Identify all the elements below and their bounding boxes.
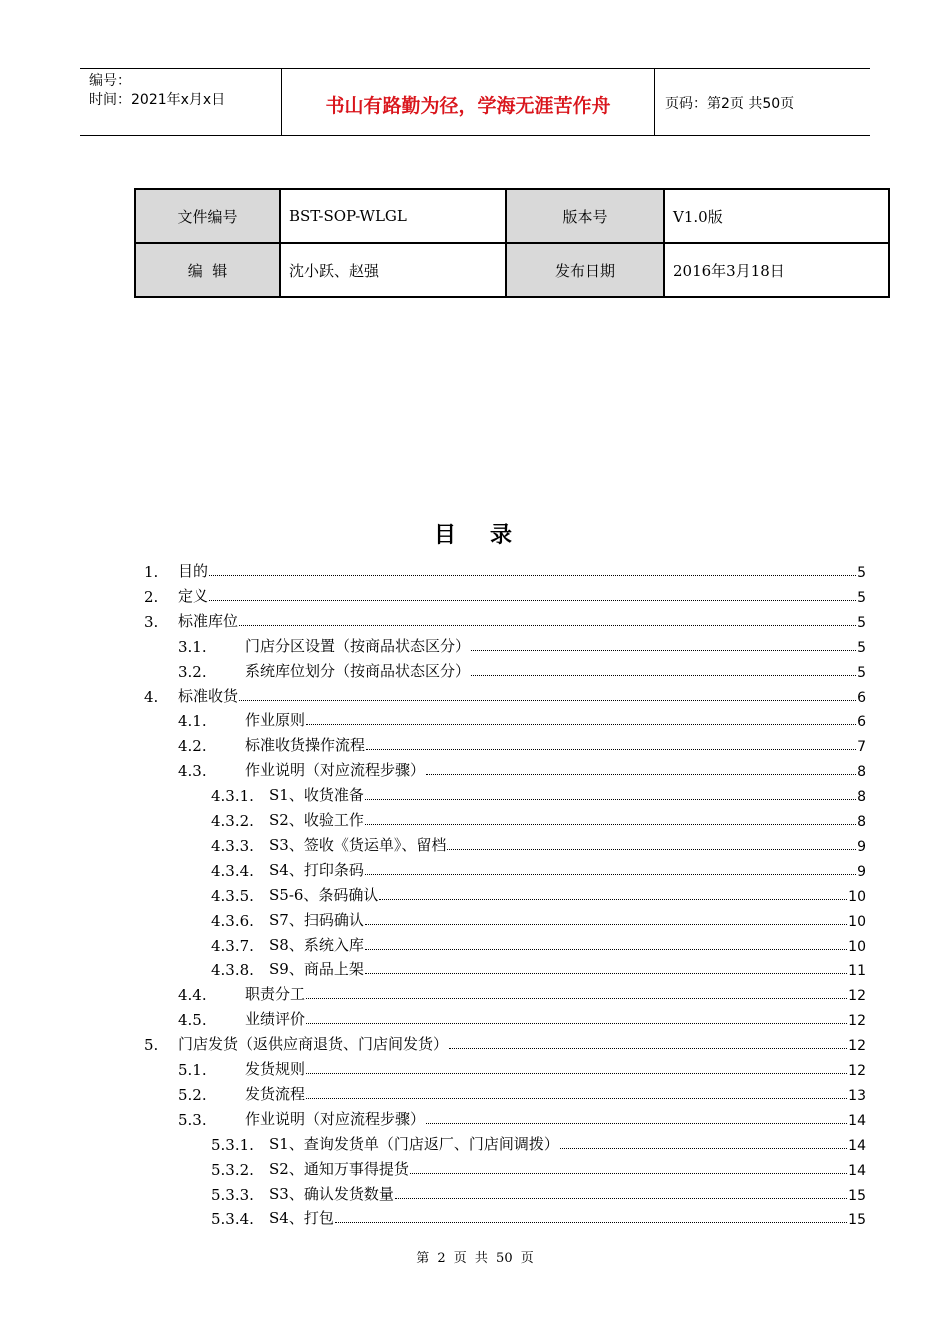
toc-entry-title: S7、扫码确认 — [269, 910, 364, 929]
toc-entry-number: 4.3.8. — [211, 961, 254, 980]
toc-entry-page: 11 — [848, 963, 866, 980]
toc-entry[interactable] — [178, 1054, 866, 1079]
toc-entry-page: 14 — [848, 1162, 866, 1179]
document-info-table — [134, 188, 890, 298]
toc-entry[interactable] — [144, 681, 866, 706]
toc-entry-page: 12 — [848, 988, 866, 1005]
toc-entry-number: 5. — [144, 1036, 159, 1055]
page-footer: 第 2 页 共 50 页 — [416, 1251, 534, 1266]
toc-entry-title: 作业说明（对应流程步骤） — [245, 1109, 426, 1128]
toc-entry-number: 1. — [144, 563, 159, 581]
toc-entry-page: 12 — [848, 1038, 866, 1055]
toc-entry-number: 3.1. — [178, 637, 207, 656]
toc-entry-page: 10 — [848, 888, 866, 905]
toc-entry[interactable] — [178, 631, 866, 656]
toc-entry-number: 5.2. — [178, 1085, 207, 1104]
toc-entry[interactable] — [211, 780, 866, 805]
toc-entry[interactable] — [178, 755, 866, 780]
toc-entry-number: 4.5. — [178, 1011, 207, 1030]
toc-entry[interactable] — [144, 556, 866, 581]
toc-entry-title: S2、收验工作 — [269, 811, 364, 829]
toc-leader-dots — [379, 899, 847, 900]
toc-leader-dots — [306, 1023, 847, 1024]
date-value: 2016年3月18日 — [664, 243, 889, 297]
toc-entry-number: 4.3.3. — [211, 836, 254, 855]
toc-entry[interactable] — [211, 855, 866, 880]
version-value: V1.0版 — [664, 189, 889, 243]
date-label: 发布日期 — [506, 243, 664, 297]
toc-leader-dots — [209, 575, 856, 576]
toc-entry-number: 5.3. — [178, 1110, 207, 1129]
toc-entry-title: S3、签收《货运单》、留档 — [269, 835, 447, 854]
toc-entry[interactable] — [178, 730, 866, 755]
toc-entry-title: S4、打包 — [269, 1209, 334, 1228]
toc-entry-number: 5.3.2. — [211, 1160, 254, 1179]
toc-title: 目录 — [433, 523, 546, 548]
toc-entry-title: 标准收货操作流程 — [245, 736, 366, 755]
toc-entry-title: 定义 — [178, 586, 209, 605]
toc-entry-title: 门店发货（返供应商退货、门店间发货） — [178, 1035, 449, 1054]
toc-entry-page: 5 — [857, 614, 866, 631]
toc-leader-dots — [365, 824, 856, 825]
toc-entry-title: 系统库位划分（按商品状态区分） — [245, 661, 471, 680]
toc-entry-page: 10 — [848, 913, 866, 930]
file-no-label: 文件编号 — [135, 189, 280, 243]
toc-entry-title: S8、系统入库 — [269, 935, 364, 954]
editor-label: 编 辑 — [135, 243, 280, 297]
toc-entry-number: 4.3.4. — [211, 861, 254, 880]
toc-entry-number: 4. — [144, 687, 159, 706]
toc-entry-page: 9 — [857, 838, 866, 855]
toc-entry-title: 标准收货 — [178, 686, 239, 705]
toc-entry-page: 14 — [848, 1137, 866, 1154]
toc-entry-title: 发货流程 — [245, 1084, 306, 1103]
file-no-value: BST-SOP-WLGL — [280, 189, 506, 243]
toc-entry-page: 9 — [857, 863, 866, 880]
toc-leader-dots — [239, 700, 856, 701]
toc-leader-dots — [239, 625, 856, 626]
toc-entry-page: 5 — [857, 589, 866, 606]
toc-entry-page: 8 — [857, 814, 866, 830]
version-label: 版本号 — [506, 189, 664, 243]
toc-entry-title: 作业说明（对应流程步骤） — [245, 761, 426, 780]
toc-leader-dots — [365, 973, 847, 974]
toc-entry-page: 10 — [848, 938, 866, 955]
toc-entry-page: 6 — [857, 689, 866, 706]
toc-leader-dots — [560, 1148, 847, 1149]
toc-entry-title: S2、通知万事得提货 — [269, 1159, 409, 1178]
toc-entry[interactable] — [211, 1179, 866, 1204]
toc-entry[interactable] — [178, 1004, 866, 1029]
toc-leader-dots — [449, 1048, 847, 1049]
toc-leader-dots — [306, 1073, 847, 1074]
toc-entry[interactable] — [144, 581, 866, 606]
number-label: 编号： — [89, 73, 131, 89]
toc-entry-title: S9、商品上架 — [269, 960, 364, 979]
toc-entry-number: 4.3.1. — [211, 787, 254, 806]
toc-entry-number: 2. — [144, 587, 159, 606]
toc-entry-page: 7 — [857, 739, 866, 756]
toc-leader-dots — [366, 749, 856, 750]
time-label: 时间：2021年x月x日 — [89, 92, 226, 108]
toc-entry-page: 14 — [848, 1112, 866, 1129]
toc-entry-page: 8 — [857, 764, 866, 781]
toc-entry[interactable] — [178, 979, 866, 1004]
toc-entry[interactable] — [178, 1079, 866, 1104]
toc-entry[interactable] — [211, 1203, 866, 1228]
toc-entry-number: 5.3.1. — [211, 1135, 254, 1154]
toc-entry-title: 目的 — [178, 562, 209, 580]
toc-leader-dots — [306, 1098, 847, 1099]
toc-leader-dots — [365, 949, 847, 950]
toc-entry[interactable] — [144, 1029, 866, 1054]
toc-entry-page: 12 — [848, 1063, 866, 1079]
toc-entry-title: 职责分工 — [245, 985, 306, 1004]
toc-entry-number: 4.3.7. — [211, 936, 254, 955]
toc-entry-number: 4.3.6. — [211, 911, 254, 930]
toc-leader-dots — [471, 650, 856, 651]
toc-entry[interactable] — [211, 954, 866, 979]
toc-entry-number: 5.1. — [178, 1061, 207, 1079]
toc-entry[interactable] — [211, 905, 866, 930]
toc-entry-page: 15 — [848, 1187, 866, 1204]
toc-entry-title: 门店分区设置（按商品状态区分） — [245, 636, 471, 655]
toc-leader-dots — [209, 600, 856, 601]
toc-entry[interactable] — [211, 930, 866, 955]
toc-entry-page: 8 — [857, 789, 866, 806]
toc-entry[interactable] — [211, 805, 866, 830]
toc-entry[interactable] — [211, 880, 866, 905]
toc-entry-title: S1、查询发货单（门店返厂、门店间调拨） — [269, 1134, 559, 1153]
toc-leader-dots — [365, 874, 856, 875]
toc-leader-dots — [365, 924, 847, 925]
toc-entry[interactable] — [178, 1104, 866, 1129]
toc-entry-number: 4.1. — [178, 712, 207, 731]
toc-leader-dots — [410, 1173, 847, 1174]
header-meta — [80, 69, 282, 135]
toc-entry[interactable] — [211, 1154, 866, 1179]
toc-entry-title: 业绩评价 — [245, 1010, 306, 1029]
toc-entry[interactable] — [211, 830, 866, 855]
table-row — [135, 189, 889, 243]
toc-leader-dots — [306, 998, 847, 999]
toc-entry-number: 4.3. — [178, 762, 207, 781]
toc-entry-number: 3.2. — [178, 662, 207, 681]
toc-entry-title: 标准库位 — [178, 611, 239, 630]
toc-leader-dots — [365, 799, 856, 800]
toc-entry-page: 15 — [848, 1212, 866, 1229]
toc-entry-number: 4.2. — [178, 737, 207, 756]
toc-entry-number: 4.3.2. — [211, 812, 254, 830]
toc-entry-number: 3. — [144, 612, 159, 631]
toc-entry-number: 4.3.5. — [211, 886, 254, 905]
toc-entry-page: 5 — [857, 639, 866, 656]
toc-entry[interactable] — [144, 606, 866, 631]
toc-entry-page: 5 — [857, 565, 866, 581]
toc-entry-title: 作业原则 — [245, 711, 306, 730]
editor-value: 沈小跃、赵强 — [280, 243, 506, 297]
toc-entry-page: 6 — [857, 714, 866, 731]
toc-entry[interactable] — [211, 1129, 866, 1154]
toc-entry-number: 5.3.3. — [211, 1185, 254, 1204]
toc-entry-page: 13 — [848, 1087, 866, 1104]
toc-entry-page: 12 — [848, 1013, 866, 1030]
toc-entry-title: S3、确认发货数量 — [269, 1184, 394, 1203]
toc-entry-page: 5 — [857, 664, 866, 681]
toc-leader-dots — [306, 724, 856, 725]
toc-entry-title: 发货规则 — [245, 1060, 306, 1078]
toc-leader-dots — [426, 774, 856, 775]
toc-leader-dots — [395, 1198, 847, 1199]
toc-entry-title: S4、打印条码 — [269, 860, 364, 879]
motto: 书山有路勤为径，学海无涯苦作舟 — [282, 69, 655, 135]
toc-leader-dots — [426, 1123, 847, 1124]
toc-entry-number: 4.4. — [178, 986, 207, 1005]
page-header — [80, 68, 870, 136]
toc-entry-title: S5-6、条码确认 — [269, 885, 379, 904]
toc-entry-title: S1、收货准备 — [269, 786, 364, 805]
toc-entry-number: 5.3.4. — [211, 1210, 254, 1229]
table-row — [135, 243, 889, 297]
toc-leader-dots — [335, 1222, 847, 1223]
toc-leader-dots — [447, 849, 856, 850]
toc-entry[interactable] — [178, 705, 866, 730]
toc-leader-dots — [471, 675, 856, 676]
toc-entry[interactable] — [178, 656, 866, 681]
page-info: 页码：第2页 共50页 — [665, 96, 795, 112]
